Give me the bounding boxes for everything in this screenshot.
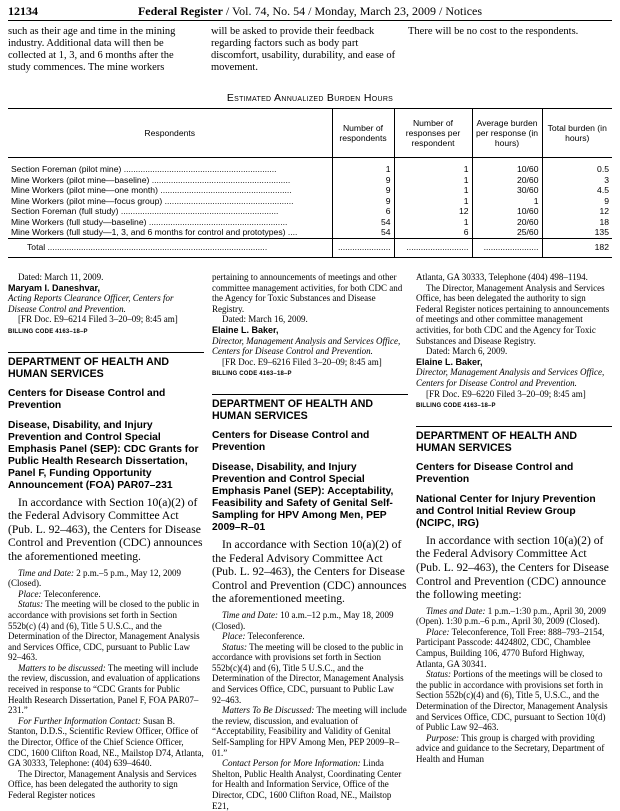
dated: Dated: March 16, 2009.	[222, 314, 308, 325]
place-label: Place:	[222, 631, 246, 642]
status-text: Portions of the meetings will be closed to the public in accordance with provisions set forth in Section 552b(c)(4) and (6), Title 5, U.S.C., and the Determination of the Director, Management Analysis and Services Office, CDC, pursuant to Section 10(d) of Public Law 92–463.	[416, 669, 608, 733]
matters-label: Matters to be discussed:	[18, 662, 106, 673]
time-label: Times and Date:	[426, 605, 486, 616]
signer-title: Director, Management Analysis and Services Office, Centers for Disease Control and Prevention.	[212, 335, 401, 357]
table-row	[8, 206, 612, 217]
cell: 1	[472, 196, 542, 207]
place-label: Place:	[426, 626, 450, 637]
cell: 54	[332, 217, 394, 228]
cell-respondent	[8, 185, 332, 196]
director-para: The Director, Management Analysis and Services Office, has been delegated the authority to sign Federal Register notices	[8, 768, 197, 800]
cell: 3	[542, 175, 612, 186]
lead-paragraph: In accordance with section 10(a)(2) of the Federal Advisory Committee Act (Pub. L. 92–463), the Centers for Disease Control and Prevention (CDC) announce the following meeting:	[416, 533, 609, 602]
col-header: Number of respondents	[332, 109, 394, 158]
place-para	[416, 627, 612, 669]
cell: 18	[542, 217, 612, 228]
column-3	[416, 272, 612, 765]
cell-dots: ..........................	[394, 238, 472, 257]
cell: 6	[332, 206, 394, 217]
cell-respondent	[8, 158, 332, 175]
respondent-label: Mine Workers (pilot mine—focus group)	[11, 195, 163, 206]
signer-name: Elaine L. Baker,	[416, 356, 483, 367]
cell: 1	[394, 175, 472, 186]
dated: Dated: March 11, 2009.	[18, 272, 104, 282]
place-text: Teleconference.	[245, 631, 305, 642]
billing-code: BILLING CODE 4163–18–P	[416, 403, 496, 410]
col-header: Average burden per response (in hours)	[472, 109, 542, 158]
page-number: 12134	[8, 4, 38, 18]
contact-text: Linda Shelton, Public Health Analyst, Coordinating Center for Health and Information Service, Office of the Director, CDC, 1600 Clifton Road, NE., Mailstop E21,	[212, 758, 402, 811]
cell: 9	[332, 185, 394, 196]
cell: 54	[332, 227, 394, 238]
time-label: Time and Date:	[18, 567, 74, 578]
agency-heading: Centers for Disease Control and Prevention	[8, 387, 166, 411]
cell: 6	[394, 227, 472, 238]
cell-respondent	[8, 217, 332, 228]
leader-dots: ....	[285, 227, 298, 237]
status-para	[212, 642, 408, 706]
cell: 1	[394, 158, 472, 175]
purpose-label: Purpose:	[426, 732, 459, 743]
cell: 25/60	[472, 227, 542, 238]
status-label: Status:	[222, 641, 248, 652]
status-text: The meeting will be closed to the public in accordance with provisions set forth in Section 552b(c)(4) and (6), Title 5 U.S.C., and the Determination of the Director, Management Analysis and Services Office, CDC, pursuant to Public Law 92–463.	[212, 641, 404, 705]
cell: 1	[332, 158, 394, 175]
fr-doc: [FR Doc. E9–6220 Filed 3–20–09; 8:45 am]	[426, 388, 586, 399]
status-para	[8, 599, 204, 663]
cell-total-label	[8, 238, 332, 257]
page	[8, 4, 612, 811]
respondent-label: Mine Workers (full study—baseline)	[11, 216, 147, 227]
cell: 10/60	[472, 158, 542, 175]
cell: 1	[394, 196, 472, 207]
status-label: Status:	[18, 599, 44, 610]
time-para	[416, 606, 612, 627]
purpose-text: This group is charged with providing advice and guidance to the Secretary, Department of Health and Human	[416, 732, 605, 764]
leader-dots: ..........................................................	[149, 174, 291, 185]
status-text: The meeting will be closed to the public in accordance with provisions set forth in Section 552b(c) (4) and (6), Title 5 U.S.C., and the Determination of the Director, Management Analysis and Services Office, CDC, pursuant to Public Law 92–463.	[8, 599, 200, 663]
cell-dots: .......................	[472, 238, 542, 257]
table-total-row	[8, 238, 612, 257]
notice-subject: Disease, Disability, and Injury Prevention and Control Special Emphasis Panel (SEP): CDC Grants for Public Health Research Dissertation, Panel F, Funding Opportunity Announcement (FOA) PAR07–231	[8, 419, 199, 491]
place-text: Teleconference, Toll Free: 888–793–2154, Participant Passcode: 4424802, CDC, Chamblee Campus, Building 106, 4770 Buford Highway, Atlanta, GA 30341.	[416, 626, 605, 669]
agency-heading: Centers for Disease Control and Prevention	[212, 429, 370, 453]
department-heading: DEPARTMENT OF HEALTH AND HUMAN SERVICES	[8, 352, 204, 380]
agency-heading: Centers for Disease Control and Prevention	[416, 461, 574, 485]
cell-respondent	[8, 227, 332, 238]
place-para	[212, 631, 408, 642]
place-para	[8, 589, 204, 600]
place-text: Teleconference.	[41, 588, 101, 599]
leader-dots: ..................................................................	[118, 206, 279, 216]
publication-name: Federal Register	[137, 4, 223, 18]
fr-doc: [FR Doc. E9–6214 Filed 3–20–09; 8:45 am]	[18, 314, 178, 325]
col-header: Total burden (in hours)	[542, 109, 612, 158]
running-head	[8, 4, 612, 19]
cell-respondent	[8, 175, 332, 186]
column-2	[212, 272, 408, 811]
notice-subject: National Center for Injury Prevention and Control Initial Review Group (NCIPC, IRG)	[416, 493, 596, 529]
cell: 9	[332, 175, 394, 186]
issue-details: / Vol. 74, No. 54 / Monday, March 23, 2009 / Notices	[222, 4, 483, 18]
contact-text: Susan B. Stanton, D.D.S., Scientific Review Officer, Office of the Director, Office of the Chief Science Officer, CDC, 1600 Clifton Road, NE., Mailstop D74, Atlanta, GA 30333, Telephone: (404) 639–4640.	[8, 715, 204, 769]
signer-title: Acting Reports Clearance Officer, Centers for Disease Control and Prevention.	[8, 293, 174, 314]
leader-dots: .......................................................	[157, 185, 292, 195]
continued-text: Atlanta, GA 30333, Telephone (404) 498–1194.	[416, 272, 588, 282]
matters-para	[212, 705, 408, 758]
table-row	[8, 217, 612, 228]
cell: 1	[394, 217, 472, 228]
cell: 0.5	[542, 158, 612, 175]
leader-dots: ................................................................	[121, 164, 277, 174]
contact-para	[8, 716, 204, 769]
intro-col1: such as their age and time in the mining industry. Additional data will then be collected at 1, 3, and 6 months after the study commences. The mine workers	[8, 26, 176, 73]
col-header: Number of responses per respondent	[394, 109, 472, 158]
table-row	[8, 185, 612, 196]
lead-paragraph: In accordance with Section 10(a)(2) of the Federal Advisory Committee Act (Pub. L. 92–463), the Centers for Disease Control and Prevention (CDC) announces the aforementioned meeting.	[212, 537, 407, 606]
purpose-para	[416, 733, 612, 765]
cell: 135	[542, 227, 612, 238]
table-header-row	[8, 109, 612, 158]
signer-name: Maryam I. Daneshvar,	[8, 282, 101, 293]
respondent-label: Section Foreman (full study)	[11, 206, 119, 216]
respondent-label: Mine Workers (pilot mine—one month)	[11, 185, 158, 195]
table-title-text: Estimated Annualized Burden Hours	[226, 92, 394, 104]
leader-dots: ............................................................................................	[45, 242, 268, 253]
time-text: 10 a.m.–12 p.m., May 18, 2009 (Closed).	[212, 609, 394, 631]
intro-col3: There will be no cost to the respondents.	[408, 26, 579, 37]
lead-paragraph: In accordance with Section 10(a)(2) of the Federal Advisory Committee Act (Pub. L. 92–463), the Centers for Disease Control and Prevention (CDC) announces the aforementioned meeting.	[8, 495, 203, 563]
notice-subject: Disease, Disability, and Injury Prevention and Control Special Emphasis Panel (SEP): Acceptability, Feasibility and Safety of Genital Self-Sampling for HPV Among Men, PEP 2009–R–01	[212, 461, 394, 533]
matters-text: The meeting will include the review, discussion, and evaluation of applications received in response to “CDC Grants for Public Health Research Dissertation, Panel F, FOA PAR07–231.”	[8, 662, 200, 716]
time-para	[212, 610, 408, 631]
matters-para	[8, 663, 204, 716]
table-row	[8, 227, 612, 238]
time-para	[8, 568, 204, 589]
page-header	[8, 4, 612, 21]
time-text: 1 p.m.–1:30 p.m., April 30, 2009 (Open). 1:30 p.m.–6 p.m., April 30, 2009 (Closed).	[416, 605, 607, 627]
contact-label: For Further Information Contact:	[18, 715, 141, 726]
cell: 12	[542, 206, 612, 217]
total-label: Total	[27, 242, 46, 253]
cell: 4.5	[542, 185, 612, 196]
fr-doc: [FR Doc. E9–6216 Filed 3–20–09; 8:45 am]	[222, 356, 382, 367]
status-label: Status:	[426, 669, 452, 680]
cell: 20/60	[472, 217, 542, 228]
table-row	[8, 158, 612, 175]
table-title	[8, 92, 612, 104]
contact-para	[212, 758, 408, 811]
cell: 9	[332, 196, 394, 207]
director-para: The Director, Management Analysis and Services Office, has been delegated the authority to sign Federal Register notices pertaining to announcements of meetings and other committee management activities, for both CDC and the Agency for Toxic Substances and Disease Registry.	[416, 282, 610, 346]
status-para	[416, 669, 612, 733]
dated: Dated: March 6, 2009.	[426, 346, 508, 357]
place-label: Place:	[18, 588, 42, 599]
matters-text: The meeting will include the review, discussion, and evaluation of “Acceptability, Feasibility and Validity of Genital Self-Sampling for HPV Among Men, PEP 2009–R–01.”	[212, 705, 407, 758]
signer-title: Director, Management Analysis and Services Office, Centers for Disease Control and Prevention.	[416, 367, 605, 388]
billing-code: BILLING CODE 4163–18–P	[8, 328, 88, 335]
cell: 30/60	[472, 185, 542, 196]
table-row	[8, 175, 612, 186]
time-text: 2 p.m.–5 p.m., May 12, 2009 (Closed).	[8, 567, 181, 589]
cell-dots: ......................	[332, 238, 394, 257]
column-1	[8, 272, 204, 801]
intro-col2: will be asked to provide their feedback regarding factors such as body part discomfort, usability, durability, and ease of movement.	[211, 26, 396, 73]
cell: 12	[394, 206, 472, 217]
cell-respondent	[8, 206, 332, 217]
col-header: Respondents	[8, 109, 332, 158]
respondent-label: Mine Workers (full study—1, 3, and 6 months for control and prototypes)	[11, 227, 286, 237]
leader-dots: ......................................................	[162, 195, 294, 206]
contact-label: Contact Person for More Information:	[222, 758, 361, 769]
continued-text: pertaining to announcements of meetings and other committee management activities, for both CDC and the Agency for Toxic Substances and Disease Registry.	[212, 272, 403, 314]
signer-name: Elaine L. Baker,	[212, 324, 279, 335]
leader-dots: ..........................................................	[146, 216, 288, 227]
respondent-label: Mine Workers (pilot mine—baseline)	[11, 174, 150, 185]
respondent-label: Section Foreman (pilot mine)	[11, 164, 122, 174]
department-heading: DEPARTMENT OF HEALTH AND HUMAN SERVICES	[212, 394, 408, 422]
burden-table	[8, 108, 612, 258]
cell: 10/60	[472, 206, 542, 217]
department-heading: DEPARTMENT OF HEALTH AND HUMAN SERVICES	[416, 426, 612, 454]
cell: 1	[394, 185, 472, 196]
billing-code: BILLING CODE 4163–18–P	[212, 371, 292, 378]
cell-respondent	[8, 196, 332, 207]
time-label: Time and Date:	[222, 609, 278, 620]
table-row	[8, 196, 612, 207]
matters-label: Matters To Be Discussed:	[222, 705, 315, 716]
cell: 9	[542, 196, 612, 207]
cell: 20/60	[472, 175, 542, 186]
total-value: 182	[542, 238, 612, 257]
